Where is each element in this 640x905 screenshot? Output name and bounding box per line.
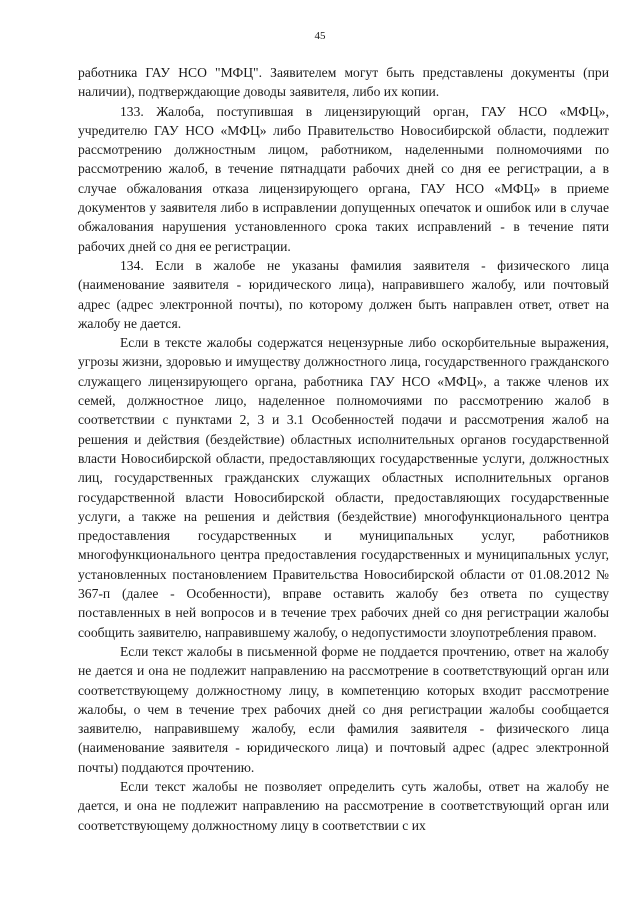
paragraph-item-133: 133. Жалоба, поступившая в лицензирующий орган, ГАУ НСО «МФЦ», учредителю ГАУ НСО «МФЦ» либо Правительство Новосибирской области, подлежит рассмотрению должностным лицом, работником, наделенными полномочиями по рассмотрению жалоб, в течение пятнадцати рабочих дней со дня ее регистрации, а в случае обжалования отказа лицензирующего органа, ГАУ НСО «МФЦ» в приеме документов у заявителя либо в исправлении допущенных опечаток и ошибок или в случае обжалования нарушения установленного срока таких исправлений - в течение пяти рабочих дней со дня ее регистрации. (78, 103, 609, 254)
paragraph-undefined-essence: Если текст жалобы не позволяет определить суть жалобы, ответ на жалобу не дается, и она не подлежит направлению на рассмотрение в соответствующий орган или соответствующему должностному лицу в соответствии с их (78, 778, 609, 833)
paragraph-item-134: 134. Если в жалобе не указаны фамилия заявителя - физического лица (наименование заявителя - юридического лица), направившего жалобу, или почтовый адрес (адрес электронной почты), по которому должен быть направлен ответ, ответ на жалобу не дается. (78, 257, 609, 331)
page-number: 45 (314, 30, 326, 42)
document-body (78, 63, 609, 835)
paragraph-continuation: работника ГАУ НСО "МФЦ". Заявителем могут быть представлены документы (при наличии), подтверждающие доводы заявителя, либо их копии. (78, 65, 609, 100)
paragraph-unreadable-text: Если текст жалобы в письменной форме не поддается прочтению, ответ на жалобу не дается и она не подлежит направлению на рассмотрение в соответствующий орган или соответствующему должностному лицу, в компетенцию которых входит рассмотрение жалобы, о чем в течение трех рабочих дней со дня регистрации жалобы сообщается заявителю, направившему жалобу, если фамилия заявителя - физического лица (наименование заявителя - юридического лица) и почтовый адрес (адрес электронной почты) поддаются прочтению. (78, 643, 609, 775)
paragraph-offensive-content: Если в тексте жалобы содержатся нецензурные либо оскорбительные выражения, угрозы жизни, здоровью и имуществу должностного лица, государственного гражданского служащего лицензирующего органа, работника ГАУ НСО «МФЦ», а также членов их семей, должностное лицо, наделенное полномочиями по рассмотрению жалоб в соответствии с пунктами 2, 3 и 3.1 Особенностей подачи и рассмотрения жалоб на решения и действия (бездействие) областных исполнительных органов государственной власти Новосибирской области, предоставляющих государственные услуги, должностных лиц, государственных гражданских служащих областных исполнительных органов государственной власти Новосибирской области, предоставляющих государственные услуги, а также на решения и действия (бездействие) многофункционального центра предоставления государственных и муниципальных услуг, работников многофункционального центра предоставления государственных и муниципальных услуг, установленных постановлением Правительства Новосибирской области от 01.08.2012 № 367-п (далее - Особенности), вправе оставить жалобу без ответа по существу поставленных в ней вопросов и в течение трех рабочих дней со дня регистрации жалобы сообщить заявителю, направившему жалобу, о недопустимости злоупотребления правом. (78, 335, 609, 640)
